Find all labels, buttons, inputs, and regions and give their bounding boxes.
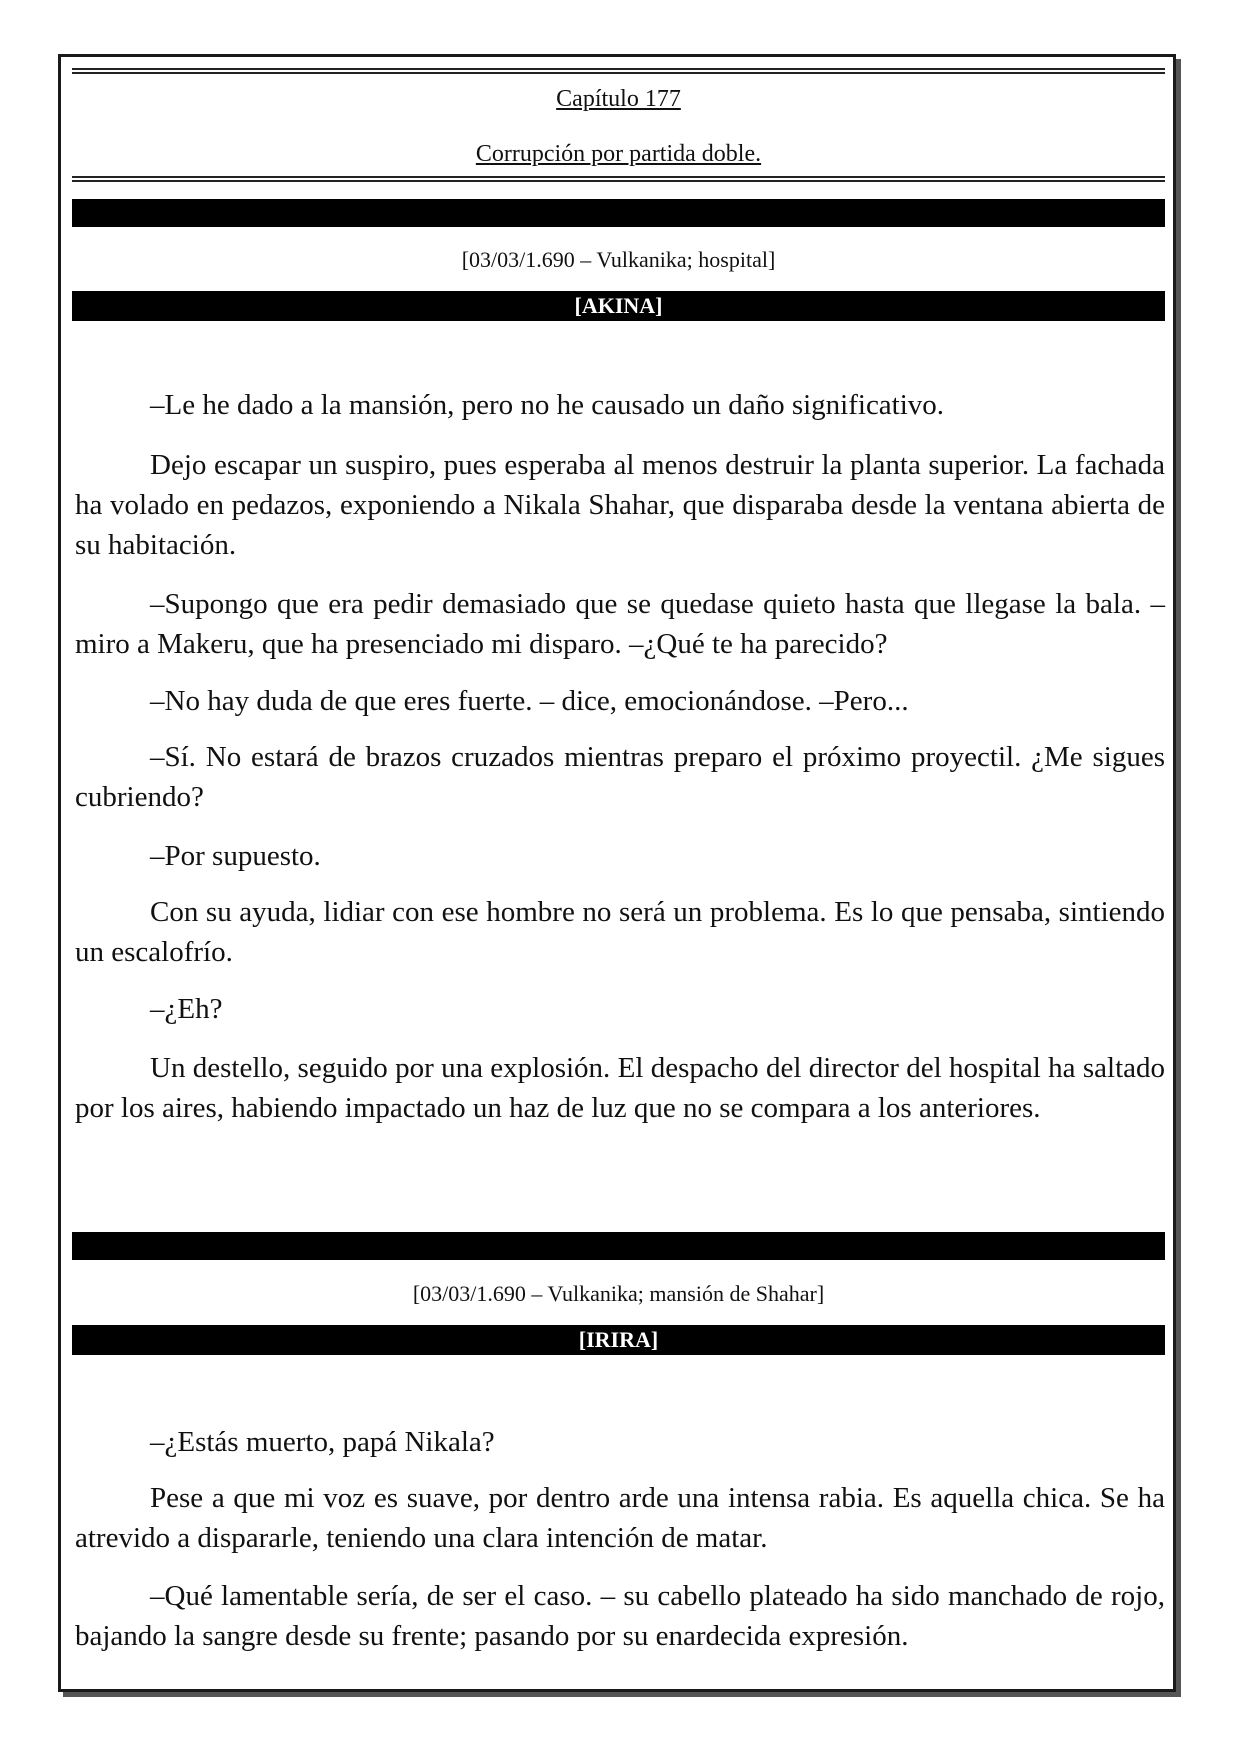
- paragraph: –Qué lamentable sería, de ser el caso. – su cabello plateado ha sido manchado de rojo, bajando la sangre desde su frente; pasando por su enardecida expresión.: [75, 1580, 1165, 1652]
- paragraph: –Sí. No estará de brazos cruzados mientras preparo el próximo proyectil. ¿Me sigues cubriendo?: [75, 741, 1165, 813]
- paragraph: Con su ayuda, lidiar con ese hombre no será un problema. Es lo que pensaba, sintiendo un escalofrío.: [75, 896, 1165, 968]
- section-divider-bar: [72, 1232, 1165, 1260]
- paragraph: Pese a que mi voz es suave, por dentro arde una intensa rabia. Es aquella chica. Se ha atrevido a dispararle, teniendo una clara intención de matar.: [75, 1482, 1165, 1554]
- header-bottom-rule: [72, 176, 1165, 182]
- pov-character-banner: [AKINA]: [72, 291, 1165, 321]
- paragraph: Un destello, seguido por una explosión. El despacho del director del hospital ha saltado por los aires, habiendo impactado un haz de luz que no se compara a los anteriores.: [75, 1052, 1165, 1124]
- paragraph: –¿Eh?: [150, 993, 223, 1025]
- scene-heading: [03/03/1.690 – Vulkanika; mansión de Shahar]: [412, 1281, 825, 1306]
- paragraph: –Supongo que era pedir demasiado que se quedase quieto hasta que llegase la bala. – miro a Makeru, que ha presenciado mi disparo. –¿Qué te ha parecido?: [75, 588, 1165, 660]
- chapter-title: Corrupción por partida doble.: [475, 141, 762, 167]
- header-top-rule: [72, 68, 1165, 74]
- pov-character-banner: [IRIRA]: [72, 1325, 1165, 1355]
- scene-heading: [03/03/1.690 – Vulkanika; hospital]: [461, 247, 776, 272]
- section-divider-bar: [72, 199, 1165, 227]
- paragraph: –Le he dado a la mansión, pero no he causado un daño significativo.: [150, 389, 945, 421]
- paragraph: –¿Estás muerto, papá Nikala?: [150, 1426, 495, 1458]
- paragraph: Dejo escapar un suspiro, pues esperaba al menos destruir la planta superior. La fachada ha volado en pedazos, exponiendo a Nikala Shahar, que disparaba desde la ventana abierta de su habitación.: [75, 449, 1165, 561]
- paragraph: –No hay duda de que eres fuerte. – dice, emocionándose. –Pero...: [150, 685, 909, 717]
- chapter-number: Capítulo 177: [556, 86, 681, 112]
- paragraph: –Por supuesto.: [150, 840, 321, 872]
